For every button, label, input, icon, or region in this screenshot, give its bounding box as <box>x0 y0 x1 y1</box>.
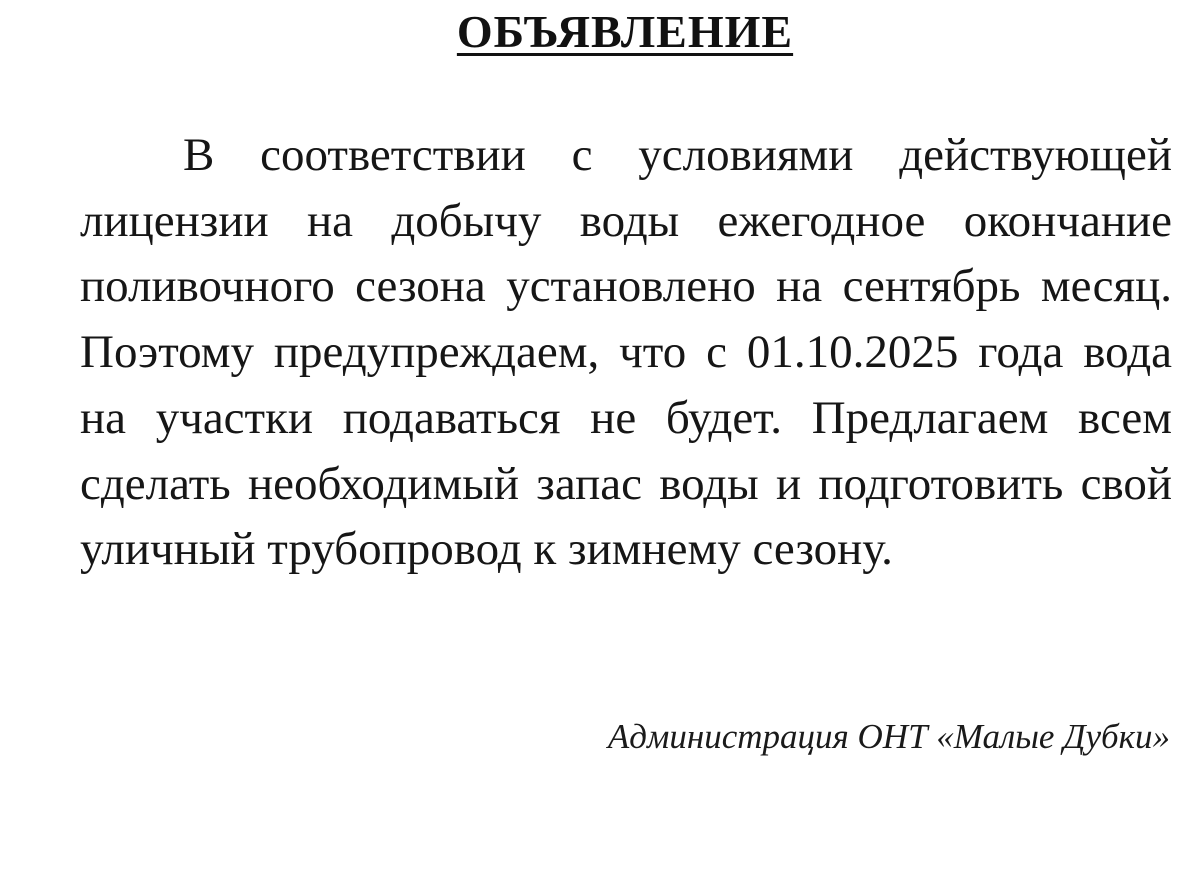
notice-title: ОБЪЯВЛЕНИЕ <box>456 6 794 57</box>
notice-body: В соответствии с условиями действующей лицензии на добычу воды ежегодное окончание поливочного сезона установлено на сентябрь месяц. Поэтому предупреждаем, что с 01.10.2025 года вода на участки подаваться не будет. Предлагаем всем сделать необходимый запас воды и подготовить свой уличный трубопровод к зимнему сезону. <box>80 129 1172 576</box>
title-container <box>0 4 1200 60</box>
notice-signature: Администрация ОНТ «Малые Дубки» <box>607 717 1170 756</box>
